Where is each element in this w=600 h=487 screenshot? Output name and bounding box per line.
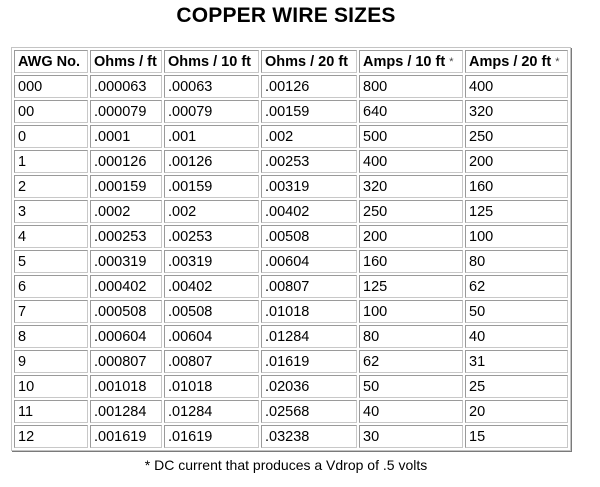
header-ohms-per-10ft: Ohms / 10 ft bbox=[164, 50, 259, 73]
awg-cell: 5 bbox=[14, 250, 88, 273]
ohms-per-10ft-cell: .00402 bbox=[164, 275, 259, 298]
ohms-per-ft-cell: .000079 bbox=[90, 100, 162, 123]
table-row bbox=[14, 225, 568, 248]
ohms-per-10ft-cell: .01619 bbox=[164, 425, 259, 448]
table-row bbox=[14, 75, 568, 98]
ohms-per-10ft-cell: .00253 bbox=[164, 225, 259, 248]
ohms-per-20ft-cell: .00807 bbox=[261, 275, 357, 298]
amps-per-10ft-cell: 200 bbox=[359, 225, 463, 248]
ohms-per-10ft-cell: .00079 bbox=[164, 100, 259, 123]
amps-per-10ft-cell: 62 bbox=[359, 350, 463, 373]
ohms-per-20ft-cell: .002 bbox=[261, 125, 357, 148]
ohms-per-10ft-cell: .01284 bbox=[164, 400, 259, 423]
ohms-per-20ft-cell: .00319 bbox=[261, 175, 357, 198]
ohms-per-ft-cell: .000159 bbox=[90, 175, 162, 198]
awg-cell: 4 bbox=[14, 225, 88, 248]
awg-cell: 00 bbox=[14, 100, 88, 123]
amps-per-20ft-cell: 200 bbox=[465, 150, 568, 173]
amps-per-10ft-cell: 250 bbox=[359, 200, 463, 223]
amps-per-10ft-cell: 400 bbox=[359, 150, 463, 173]
amps-per-10ft-cell: 320 bbox=[359, 175, 463, 198]
header-ohms-per-20ft: Ohms / 20 ft bbox=[261, 50, 357, 73]
header-ohms-per-ft: Ohms / ft bbox=[90, 50, 162, 73]
table-row bbox=[14, 400, 568, 423]
awg-cell: 11 bbox=[14, 400, 88, 423]
header-awg-no: AWG No. bbox=[14, 50, 88, 73]
amps-per-20ft-cell: 25 bbox=[465, 375, 568, 398]
ohms-per-10ft-cell: .00604 bbox=[164, 325, 259, 348]
ohms-per-10ft-cell: .00319 bbox=[164, 250, 259, 273]
ohms-per-ft-cell: .0001 bbox=[90, 125, 162, 148]
ohms-per-ft-cell: .000508 bbox=[90, 300, 162, 323]
ohms-per-20ft-cell: .00253 bbox=[261, 150, 357, 173]
footnote-marker: * bbox=[555, 55, 560, 68]
amps-per-20ft-cell: 125 bbox=[465, 200, 568, 223]
ohms-per-10ft-cell: .00807 bbox=[164, 350, 259, 373]
ohms-per-ft-cell: .001284 bbox=[90, 400, 162, 423]
awg-cell: 8 bbox=[14, 325, 88, 348]
amps-per-20ft-cell: 62 bbox=[465, 275, 568, 298]
ohms-per-10ft-cell: .001 bbox=[164, 125, 259, 148]
ohms-per-20ft-cell: .00126 bbox=[261, 75, 357, 98]
amps-per-20ft-cell: 250 bbox=[465, 125, 568, 148]
amps-per-20ft-cell: 15 bbox=[465, 425, 568, 448]
table-header-row bbox=[14, 50, 568, 73]
amps-per-10ft-cell: 800 bbox=[359, 75, 463, 98]
awg-cell: 0 bbox=[14, 125, 88, 148]
ohms-per-ft-cell: .000604 bbox=[90, 325, 162, 348]
ohms-per-20ft-cell: .01619 bbox=[261, 350, 357, 373]
amps-per-10ft-cell: 40 bbox=[359, 400, 463, 423]
ohms-per-ft-cell: .000126 bbox=[90, 150, 162, 173]
amps-per-20ft-cell: 31 bbox=[465, 350, 568, 373]
ohms-per-10ft-cell: .01018 bbox=[164, 375, 259, 398]
ohms-per-ft-cell: .0002 bbox=[90, 200, 162, 223]
ohms-per-10ft-cell: .00126 bbox=[164, 150, 259, 173]
ohms-per-20ft-cell: .00402 bbox=[261, 200, 357, 223]
table-row bbox=[14, 250, 568, 273]
ohms-per-20ft-cell: .01284 bbox=[261, 325, 357, 348]
awg-cell: 1 bbox=[14, 150, 88, 173]
table-row bbox=[14, 375, 568, 398]
awg-cell: 12 bbox=[14, 425, 88, 448]
ohms-per-ft-cell: .001018 bbox=[90, 375, 162, 398]
amps-per-20ft-cell: 20 bbox=[465, 400, 568, 423]
amps-per-20ft-cell: 100 bbox=[465, 225, 568, 248]
table-row bbox=[14, 200, 568, 223]
ohms-per-20ft-cell: .01018 bbox=[261, 300, 357, 323]
awg-cell: 3 bbox=[14, 200, 88, 223]
ohms-per-20ft-cell: .00604 bbox=[261, 250, 357, 273]
table-row bbox=[14, 175, 568, 198]
ohms-per-10ft-cell: .002 bbox=[164, 200, 259, 223]
amps-per-10ft-cell: 160 bbox=[359, 250, 463, 273]
ohms-per-20ft-cell: .00159 bbox=[261, 100, 357, 123]
footnote: * DC current that produces a Vdrop of .5 volts bbox=[144, 457, 428, 473]
table-row bbox=[14, 150, 568, 173]
amps-per-20ft-cell: 320 bbox=[465, 100, 568, 123]
amps-per-10ft-cell: 125 bbox=[359, 275, 463, 298]
amps-per-20ft-cell: 160 bbox=[465, 175, 568, 198]
amps-per-20ft-cell: 50 bbox=[465, 300, 568, 323]
table-row bbox=[14, 300, 568, 323]
table-row bbox=[14, 100, 568, 123]
amps-per-10ft-cell: 640 bbox=[359, 100, 463, 123]
table-row bbox=[14, 125, 568, 148]
header-amps-per-20ft: Amps / 20 ft * bbox=[465, 50, 568, 73]
header-amps-per-10ft: Amps / 10 ft * bbox=[359, 50, 463, 73]
amps-per-10ft-cell: 80 bbox=[359, 325, 463, 348]
awg-cell: 10 bbox=[14, 375, 88, 398]
table-row bbox=[14, 325, 568, 348]
table-row bbox=[14, 275, 568, 298]
amps-per-10ft-cell: 30 bbox=[359, 425, 463, 448]
ohms-per-10ft-cell: .00508 bbox=[164, 300, 259, 323]
amps-per-10ft-cell: 100 bbox=[359, 300, 463, 323]
wire-size-table bbox=[11, 47, 571, 451]
amps-per-20ft-cell: 80 bbox=[465, 250, 568, 273]
amps-per-20ft-cell: 400 bbox=[465, 75, 568, 98]
awg-cell: 6 bbox=[14, 275, 88, 298]
ohms-per-10ft-cell: .00063 bbox=[164, 75, 259, 98]
ohms-per-ft-cell: .000253 bbox=[90, 225, 162, 248]
ohms-per-20ft-cell: .02568 bbox=[261, 400, 357, 423]
awg-cell: 7 bbox=[14, 300, 88, 323]
ohms-per-ft-cell: .000807 bbox=[90, 350, 162, 373]
footnote-marker: * bbox=[449, 55, 454, 68]
amps-per-20ft-cell: 40 bbox=[465, 325, 568, 348]
table-row bbox=[14, 425, 568, 448]
amps-per-10ft-cell: 500 bbox=[359, 125, 463, 148]
ohms-per-ft-cell: .000063 bbox=[90, 75, 162, 98]
amps-per-10ft-cell: 50 bbox=[359, 375, 463, 398]
ohms-per-20ft-cell: .00508 bbox=[261, 225, 357, 248]
ohms-per-ft-cell: .000319 bbox=[90, 250, 162, 273]
ohms-per-20ft-cell: .03238 bbox=[261, 425, 357, 448]
awg-cell: 000 bbox=[14, 75, 88, 98]
ohms-per-ft-cell: .000402 bbox=[90, 275, 162, 298]
ohms-per-ft-cell: .001619 bbox=[90, 425, 162, 448]
page-title: COPPER WIRE SIZES bbox=[176, 4, 396, 27]
ohms-per-10ft-cell: .00159 bbox=[164, 175, 259, 198]
ohms-per-20ft-cell: .02036 bbox=[261, 375, 357, 398]
table-row bbox=[14, 350, 568, 373]
awg-cell: 9 bbox=[14, 350, 88, 373]
awg-cell: 2 bbox=[14, 175, 88, 198]
